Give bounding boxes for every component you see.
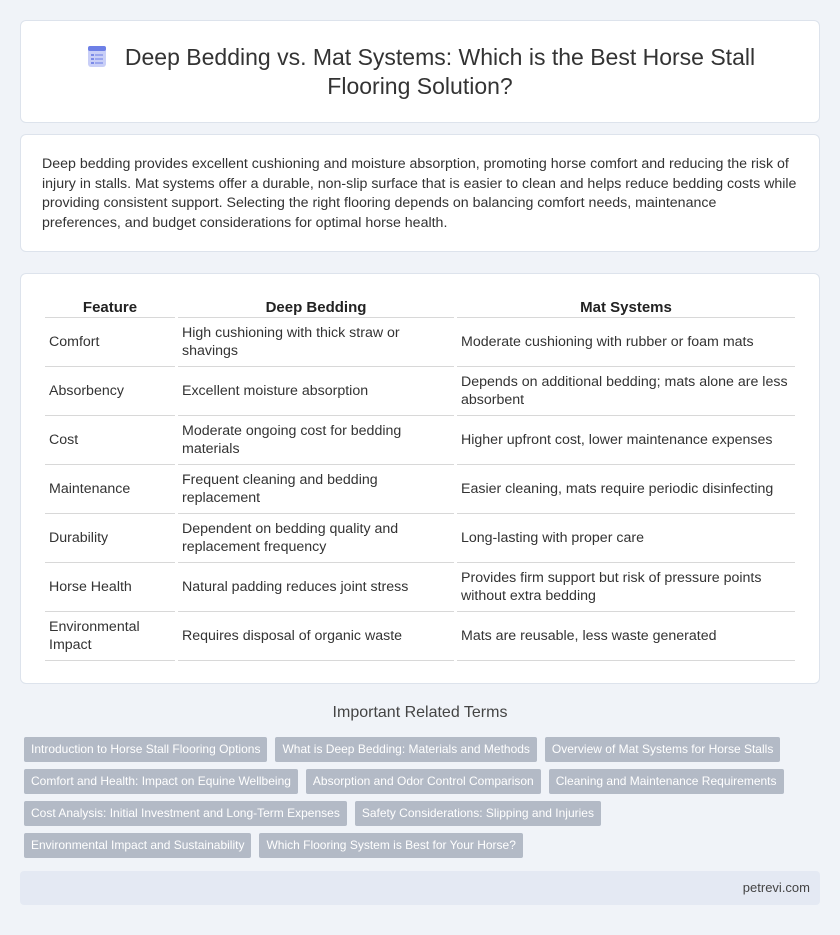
related-term-tag[interactable]: Introduction to Horse Stall Flooring Options [24,737,267,762]
comparison-table [42,296,798,661]
deep-bedding-cell: High cushioning with thick straw or shavings [178,318,454,367]
related-term-tag[interactable]: Cost Analysis: Initial Investment and Long-Term Expenses [24,801,347,826]
header-deep-bedding: Deep Bedding [178,296,454,318]
related-term-tag[interactable]: Which Flooring System is Best for Your Horse? [259,833,522,858]
deep-bedding-cell: Dependent on bedding quality and replacement frequency [178,514,454,563]
related-terms-list [24,737,814,858]
table-row [45,563,795,612]
table-row [45,514,795,563]
page-title: Deep Bedding vs. Mat Systems: Which is the Best Horse Stall Flooring Solution? [124,44,756,99]
feature-cell: Maintenance [45,465,175,514]
table-row [45,367,795,416]
intro-paragraph: Deep bedding provides excellent cushioning and moisture absorption, promoting horse comfort and reducing the risk of injury in stalls. Mat systems offer a durable, non-slip surface that is easier to clean and helps reduce bedding costs while providing consistent support. Selecting the right flooring depends on balancing comfort needs, maintenance preferences, and budget considerations for optimal horse health. [42,156,797,231]
document-list-icon [85,44,109,68]
table-row [45,416,795,465]
footer-bar [20,871,820,905]
title-wrap [61,43,779,101]
table-row [45,465,795,514]
mat-systems-cell: Provides firm support but risk of pressure points without extra bedding [457,563,795,612]
mat-systems-cell: Higher upfront cost, lower maintenance expenses [457,416,795,465]
related-term-tag[interactable]: Absorption and Odor Control Comparison [306,769,541,794]
table-row [45,318,795,367]
mat-systems-cell: Mats are reusable, less waste generated [457,612,795,661]
mat-systems-cell: Moderate cushioning with rubber or foam mats [457,318,795,367]
deep-bedding-cell: Requires disposal of organic waste [178,612,454,661]
deep-bedding-cell: Excellent moisture absorption [178,367,454,416]
table-row [45,612,795,661]
feature-cell: Environmental Impact [45,612,175,661]
related-term-tag[interactable]: What is Deep Bedding: Materials and Methods [275,737,536,762]
feature-cell: Horse Health [45,563,175,612]
feature-cell: Absorbency [45,367,175,416]
related-term-tag[interactable]: Overview of Mat Systems for Horse Stalls [545,737,780,762]
feature-cell: Cost [45,416,175,465]
related-term-tag[interactable]: Environmental Impact and Sustainability [24,833,251,858]
related-term-tag[interactable]: Safety Considerations: Slipping and Injuries [355,801,601,826]
comparison-table-card [20,273,820,684]
feature-cell: Comfort [45,318,175,367]
intro-card [20,134,820,252]
related-term-tag[interactable]: Comfort and Health: Impact on Equine Wellbeing [24,769,298,794]
deep-bedding-cell: Moderate ongoing cost for bedding materials [178,416,454,465]
mat-systems-cell: Easier cleaning, mats require periodic disinfecting [457,465,795,514]
feature-cell: Durability [45,514,175,563]
title-card [20,20,820,123]
deep-bedding-cell: Natural padding reduces joint stress [178,563,454,612]
mat-systems-cell: Depends on additional bedding; mats alone are less absorbent [457,367,795,416]
deep-bedding-cell: Frequent cleaning and bedding replacement [178,465,454,514]
related-terms-heading: Important Related Terms [332,704,508,721]
mat-systems-cell: Long-lasting with proper care [457,514,795,563]
site-name[interactable]: petrevi.com [742,880,810,895]
header-feature: Feature [45,296,175,318]
header-mat-systems: Mat Systems [457,296,795,318]
table-header-row [45,296,795,318]
related-term-tag[interactable]: Cleaning and Maintenance Requirements [549,769,784,794]
